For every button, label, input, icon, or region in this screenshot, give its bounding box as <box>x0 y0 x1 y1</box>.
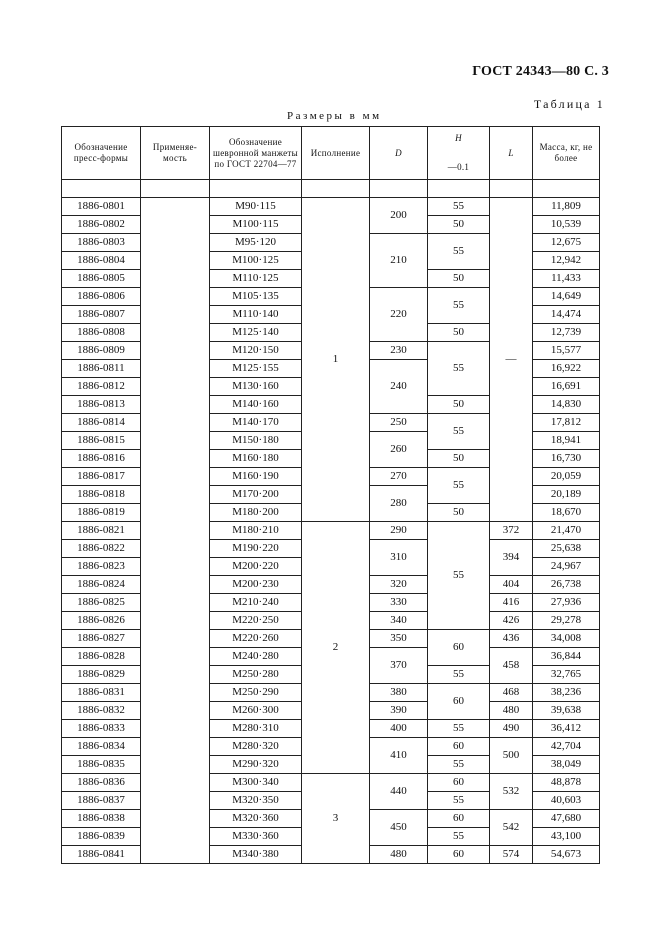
mass-cell: 12,942 <box>533 252 600 270</box>
h-cell: 55 <box>428 342 490 396</box>
mass-cell: 14,474 <box>533 306 600 324</box>
cuff-cell: М150·180 <box>210 432 302 450</box>
code-cell: 1886-0835 <box>62 756 141 774</box>
code-cell: 1886-0802 <box>62 216 141 234</box>
table-row <box>62 198 600 216</box>
code-cell: 1886-0841 <box>62 846 141 864</box>
d-cell: 260 <box>370 432 428 468</box>
cuff-cell: М100·125 <box>210 252 302 270</box>
mass-cell: 36,844 <box>533 648 600 666</box>
l-cell: — <box>490 198 533 522</box>
col-version: Исполнение <box>302 127 370 180</box>
h-cell: 50 <box>428 216 490 234</box>
dimensions-note: Размеры в мм <box>287 110 382 122</box>
application-cell <box>141 198 210 864</box>
col-designation: Обозначение пресс-формы <box>62 127 141 180</box>
col-h-label: H <box>455 133 462 143</box>
spacer-row <box>62 180 600 198</box>
mass-cell: 18,670 <box>533 504 600 522</box>
cuff-cell: М300·340 <box>210 774 302 792</box>
mass-cell: 12,739 <box>533 324 600 342</box>
cuff-cell: М90·115 <box>210 198 302 216</box>
code-cell: 1886-0824 <box>62 576 141 594</box>
code-cell: 1886-0812 <box>62 378 141 396</box>
mass-cell: 36,412 <box>533 720 600 738</box>
cuff-cell: М110·140 <box>210 306 302 324</box>
page-header: ГОСТ 24343—80 С. 3 <box>472 64 609 79</box>
d-cell: 410 <box>370 738 428 774</box>
col-cuff: Обозначение шевронной манжеты по ГОСТ 22704—77 <box>210 127 302 180</box>
cuff-cell: М120·150 <box>210 342 302 360</box>
l-cell: 416 <box>490 594 533 612</box>
cuff-cell: М200·220 <box>210 558 302 576</box>
d-cell: 400 <box>370 720 428 738</box>
cuff-cell: М220·260 <box>210 630 302 648</box>
mass-cell: 11,433 <box>533 270 600 288</box>
cuff-cell: М280·310 <box>210 720 302 738</box>
mass-cell: 12,675 <box>533 234 600 252</box>
mass-cell: 42,704 <box>533 738 600 756</box>
d-cell: 440 <box>370 774 428 810</box>
cuff-cell: М190·220 <box>210 540 302 558</box>
l-cell: 500 <box>490 738 533 774</box>
mass-cell: 18,941 <box>533 432 600 450</box>
mass-cell: 54,673 <box>533 846 600 864</box>
mass-cell: 16,730 <box>533 450 600 468</box>
cuff-cell: М260·300 <box>210 702 302 720</box>
cuff-cell: М160·180 <box>210 450 302 468</box>
mass-cell: 17,812 <box>533 414 600 432</box>
l-cell: 436 <box>490 630 533 648</box>
code-cell: 1886-0813 <box>62 396 141 414</box>
mass-cell: 16,691 <box>533 378 600 396</box>
h-cell: 60 <box>428 630 490 666</box>
code-cell: 1886-0801 <box>62 198 141 216</box>
d-cell: 390 <box>370 702 428 720</box>
d-cell: 210 <box>370 234 428 288</box>
table-header-row <box>62 127 600 180</box>
h-cell: 60 <box>428 738 490 756</box>
mass-cell: 16,922 <box>533 360 600 378</box>
cuff-cell: М250·290 <box>210 684 302 702</box>
d-cell: 280 <box>370 486 428 522</box>
mass-cell: 25,638 <box>533 540 600 558</box>
col-mass: Масса, кг, не более <box>533 127 600 180</box>
l-cell: 468 <box>490 684 533 702</box>
mass-cell: 38,049 <box>533 756 600 774</box>
d-cell: 370 <box>370 648 428 684</box>
cuff-cell: М105·135 <box>210 288 302 306</box>
mass-cell: 39,638 <box>533 702 600 720</box>
mass-cell: 47,680 <box>533 810 600 828</box>
code-cell: 1886-0815 <box>62 432 141 450</box>
l-cell: 394 <box>490 540 533 576</box>
h-cell: 50 <box>428 324 490 342</box>
h-cell: 50 <box>428 270 490 288</box>
h-cell: 55 <box>428 288 490 324</box>
mass-cell: 26,738 <box>533 576 600 594</box>
dimensions-table <box>61 126 600 864</box>
d-cell: 270 <box>370 468 428 486</box>
code-cell: 1886-0804 <box>62 252 141 270</box>
code-cell: 1886-0811 <box>62 360 141 378</box>
l-cell: 458 <box>490 648 533 684</box>
d-cell: 220 <box>370 288 428 342</box>
cuff-cell: М170·200 <box>210 486 302 504</box>
l-cell: 480 <box>490 702 533 720</box>
mass-cell: 15,577 <box>533 342 600 360</box>
d-cell: 230 <box>370 342 428 360</box>
h-cell: 55 <box>428 414 490 450</box>
cuff-cell: М100·115 <box>210 216 302 234</box>
cuff-cell: М250·280 <box>210 666 302 684</box>
l-cell: 426 <box>490 612 533 630</box>
mass-cell: 24,967 <box>533 558 600 576</box>
col-l: L <box>490 127 533 180</box>
cuff-cell: М110·125 <box>210 270 302 288</box>
code-cell: 1886-0833 <box>62 720 141 738</box>
h-cell: 60 <box>428 810 490 828</box>
cuff-cell: М125·140 <box>210 324 302 342</box>
l-cell: 372 <box>490 522 533 540</box>
h-cell: 55 <box>428 234 490 270</box>
code-cell: 1886-0825 <box>62 594 141 612</box>
l-cell: 532 <box>490 774 533 810</box>
mass-cell: 20,189 <box>533 486 600 504</box>
mass-cell: 29,278 <box>533 612 600 630</box>
mass-cell: 48,878 <box>533 774 600 792</box>
mass-cell: 43,100 <box>533 828 600 846</box>
h-cell: 50 <box>428 450 490 468</box>
l-cell: 574 <box>490 846 533 864</box>
code-cell: 1886-0837 <box>62 792 141 810</box>
code-cell: 1886-0808 <box>62 324 141 342</box>
d-cell: 290 <box>370 522 428 540</box>
d-cell: 250 <box>370 414 428 432</box>
col-d: D <box>370 127 428 180</box>
code-cell: 1886-0829 <box>62 666 141 684</box>
h-cell: 60 <box>428 684 490 720</box>
cuff-cell: М130·160 <box>210 378 302 396</box>
mass-cell: 20,059 <box>533 468 600 486</box>
code-cell: 1886-0832 <box>62 702 141 720</box>
code-cell: 1886-0821 <box>62 522 141 540</box>
h-cell: 55 <box>428 792 490 810</box>
code-cell: 1886-0818 <box>62 486 141 504</box>
cuff-cell: М320·350 <box>210 792 302 810</box>
d-cell: 340 <box>370 612 428 630</box>
code-cell: 1886-0823 <box>62 558 141 576</box>
code-cell: 1886-0836 <box>62 774 141 792</box>
col-application: Применяе-мость <box>141 127 210 180</box>
h-cell: 55 <box>428 720 490 738</box>
h-cell: 60 <box>428 846 490 864</box>
code-cell: 1886-0839 <box>62 828 141 846</box>
code-cell: 1886-0819 <box>62 504 141 522</box>
code-cell: 1886-0831 <box>62 684 141 702</box>
cuff-cell: М280·320 <box>210 738 302 756</box>
h-cell: 55 <box>428 468 490 504</box>
code-cell: 1886-0816 <box>62 450 141 468</box>
mass-cell: 21,470 <box>533 522 600 540</box>
mass-cell: 14,649 <box>533 288 600 306</box>
mass-cell: 38,236 <box>533 684 600 702</box>
code-cell: 1886-0826 <box>62 612 141 630</box>
mass-cell: 40,603 <box>533 792 600 810</box>
code-cell: 1886-0827 <box>62 630 141 648</box>
cuff-cell: М125·155 <box>210 360 302 378</box>
d-cell: 330 <box>370 594 428 612</box>
cuff-cell: М200·230 <box>210 576 302 594</box>
cuff-cell: М180·200 <box>210 504 302 522</box>
code-cell: 1886-0806 <box>62 288 141 306</box>
col-h-tolerance: —0.1 <box>447 162 470 172</box>
h-cell: 50 <box>428 504 490 522</box>
l-cell: 404 <box>490 576 533 594</box>
cuff-cell: М330·360 <box>210 828 302 846</box>
d-cell: 320 <box>370 576 428 594</box>
cuff-cell: М180·210 <box>210 522 302 540</box>
code-cell: 1886-0814 <box>62 414 141 432</box>
cuff-cell: М140·170 <box>210 414 302 432</box>
cuff-cell: М340·380 <box>210 846 302 864</box>
l-cell: 490 <box>490 720 533 738</box>
h-cell: 60 <box>428 774 490 792</box>
d-cell: 240 <box>370 360 428 414</box>
code-cell: 1886-0809 <box>62 342 141 360</box>
d-cell: 200 <box>370 198 428 234</box>
cuff-cell: М320·360 <box>210 810 302 828</box>
h-cell: 55 <box>428 198 490 216</box>
code-cell: 1886-0838 <box>62 810 141 828</box>
d-cell: 310 <box>370 540 428 576</box>
code-cell: 1886-0805 <box>62 270 141 288</box>
cuff-cell: М140·160 <box>210 396 302 414</box>
h-cell: 50 <box>428 396 490 414</box>
l-cell: 542 <box>490 810 533 846</box>
mass-cell: 11,809 <box>533 198 600 216</box>
version-cell: 3 <box>302 774 370 864</box>
version-cell: 1 <box>302 198 370 522</box>
code-cell: 1886-0817 <box>62 468 141 486</box>
col-h <box>428 127 490 180</box>
cuff-cell: М220·250 <box>210 612 302 630</box>
cuff-cell: М160·190 <box>210 468 302 486</box>
h-cell: 55 <box>428 828 490 846</box>
h-cell: 55 <box>428 756 490 774</box>
cuff-cell: М210·240 <box>210 594 302 612</box>
table-label: Таблица 1 <box>533 97 605 111</box>
code-cell: 1886-0807 <box>62 306 141 324</box>
h-cell: 55 <box>428 522 490 630</box>
h-cell: 55 <box>428 666 490 684</box>
d-cell: 350 <box>370 630 428 648</box>
cuff-cell: М290·320 <box>210 756 302 774</box>
mass-cell: 34,008 <box>533 630 600 648</box>
mass-cell: 14,830 <box>533 396 600 414</box>
d-cell: 380 <box>370 684 428 702</box>
code-cell: 1886-0828 <box>62 648 141 666</box>
mass-cell: 27,936 <box>533 594 600 612</box>
mass-cell: 10,539 <box>533 216 600 234</box>
code-cell: 1886-0822 <box>62 540 141 558</box>
code-cell: 1886-0834 <box>62 738 141 756</box>
mass-cell: 32,765 <box>533 666 600 684</box>
code-cell: 1886-0803 <box>62 234 141 252</box>
cuff-cell: М240·280 <box>210 648 302 666</box>
d-cell: 480 <box>370 846 428 864</box>
version-cell: 2 <box>302 522 370 774</box>
cuff-cell: М95·120 <box>210 234 302 252</box>
d-cell: 450 <box>370 810 428 846</box>
